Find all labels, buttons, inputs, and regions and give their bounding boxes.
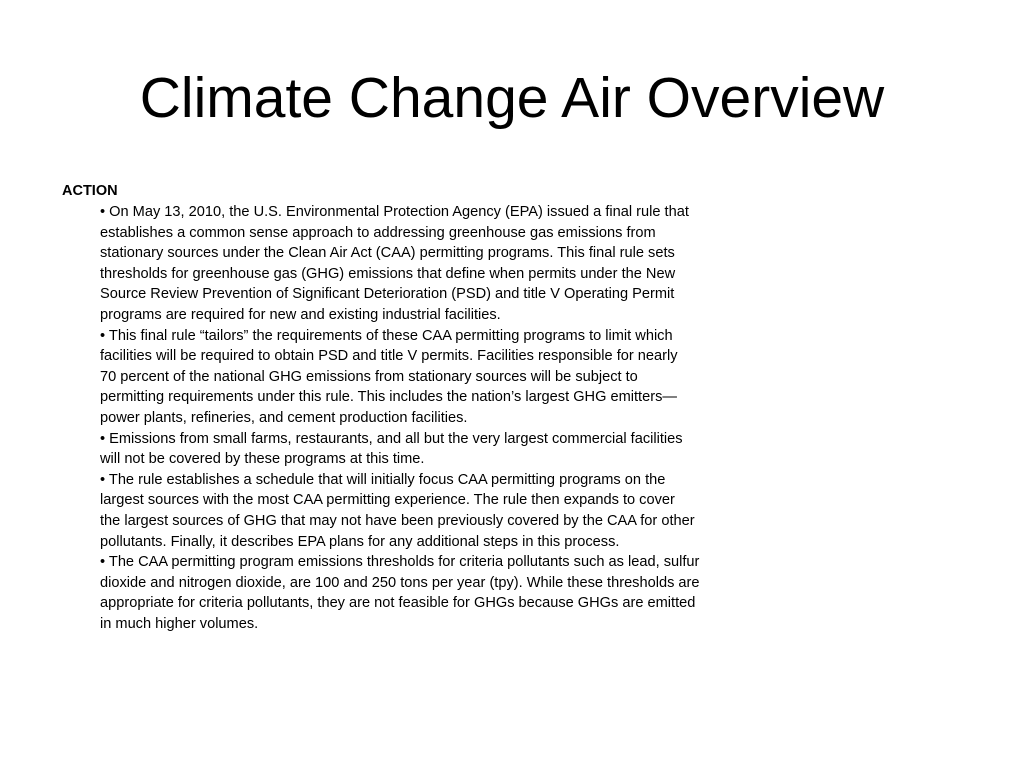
bullet-item: • This final rule “tailors” the requirements of these CAA permitting programs to limit which facilities will be required to obtain PSD and title V permits. Facilities responsible for nearly 70 percent of the national GHG emissions from stationary sources will be subject to permitting requirements under this rule. This includes the nation’s largest GHG emitters— power plants, refineries, and cement production facilities.	[100, 327, 678, 426]
bullet-item: • The rule establishes a schedule that will initially focus CAA permitting programs on the largest sources with the most CAA permitting experience. The rule then expands to cover the largest sources of GHG that may not have been previously covered by the CAA for other pollutants. Finally, it describes EPA plans for any additional steps in this process.	[100, 471, 695, 550]
slide-title: Climate Change Air Overview	[139, 66, 885, 130]
slide-body	[62, 182, 822, 634]
section-heading: ACTION	[62, 183, 118, 199]
bullet-item: • The CAA permitting program emissions thresholds for criteria pollutants such as lead, sulfur dioxide and nitrogen dioxide, are 100 and 250 tons per year (tpy). While these thresholds are appropriate for criteria pollutants, they are not feasible for GHGs because GHGs are emitted in much higher volumes.	[100, 554, 700, 632]
bullet-list	[62, 202, 822, 634]
bullet-item: • On May 13, 2010, the U.S. Environmental Protection Agency (EPA) issued a final rule that establishes a common sense approach to addressing greenhouse gas emissions from stationary sources under the Clean Air Act (CAA) permitting programs. This final rule sets thresholds for greenhouse gas (GHG) emissions that define when permits under the New Source Review Prevention of Significant Deterioration (PSD) and title V Operating Permit programs are required for new and existing industrial facilities.	[100, 204, 689, 323]
bullet-item: • Emissions from small farms, restaurants, and all but the very largest commercial facilities will not be covered by these programs at this time.	[100, 430, 683, 468]
